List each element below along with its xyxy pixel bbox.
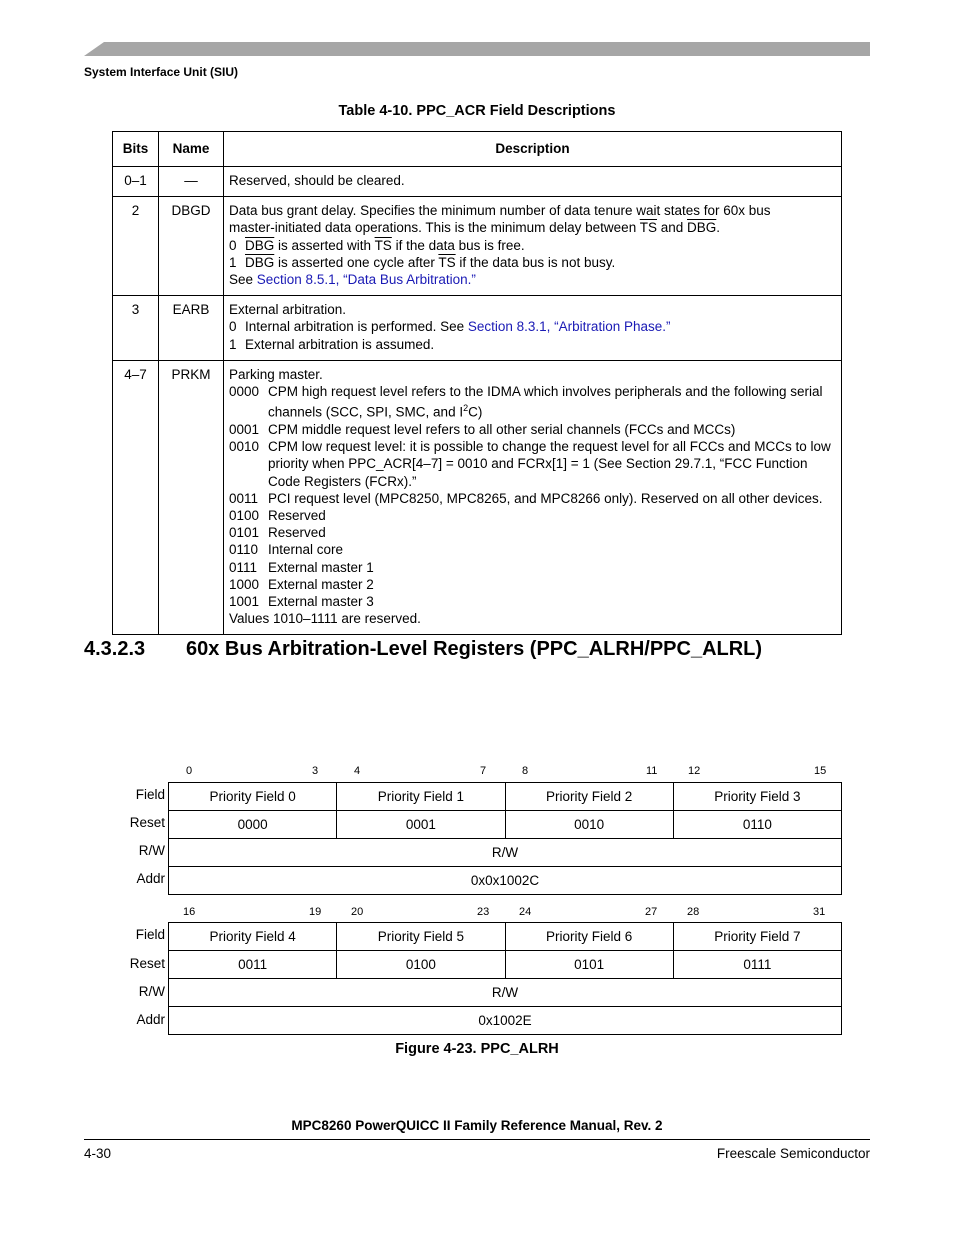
bit-number: 28 <box>687 906 700 918</box>
row-bits: 4–7 <box>113 360 159 635</box>
bit-number: 23 <box>477 906 490 918</box>
header-bar <box>84 42 870 56</box>
register-table-upper <box>168 782 842 895</box>
row-bits: 0–1 <box>113 167 159 197</box>
row-bits: 2 <box>113 197 159 296</box>
row-name: PRKM <box>159 360 224 635</box>
row-description: Data bus grant delay. Specifies the minimum number of data tenure wait states for 60x bus master-initiated data operations. This is the minimum delay between $\overline{TS}$ and $\overline{DBG}$. 0 $\overline{DBG}$ is asserted with $\overline{TS}$ if the data bus is free. 1 $\overline{DBG}$ is asserted one cycle after $\overline{TS}$ if the data bus is not busy. See Section 8.5.1, “Data Bus Arbitration.” <box>224 197 842 296</box>
section-link[interactable]: Section 8.3.1, “Arbitration Phase.” <box>467 319 671 335</box>
row-label-reset: Reset <box>129 815 165 830</box>
figure-caption: Figure 4-23. PPC_ALRH <box>395 1041 559 1057</box>
option-row: 0 $\overline{DBG}$ is asserted with $\overline{TS}$ if the data bus is free. <box>229 237 525 253</box>
section-heading <box>84 638 762 661</box>
rw-value: R/W <box>169 839 842 867</box>
register-field: Priority Field 6 <box>505 923 673 951</box>
bit-number: 12 <box>688 765 701 777</box>
reset-value: 0001 <box>337 811 505 839</box>
option-row: 0101 Reserved <box>229 525 326 541</box>
option-row: 1000 External master 2 <box>229 576 374 592</box>
bit-number: 19 <box>309 906 322 918</box>
reset-value: 0010 <box>505 811 673 839</box>
bit-number: 8 <box>522 765 529 777</box>
bit-number: 4 <box>354 765 361 777</box>
option-row: 0100 Reserved <box>229 507 326 523</box>
bit-number: 24 <box>519 906 532 918</box>
footer-title: MPC8260 PowerQUICC II Family Reference Manual, Rev. 2 <box>291 1118 663 1133</box>
table-row <box>113 360 842 635</box>
row-description: External arbitration. 0 Internal arbitration is performed. See Section 8.3.1, “Arbitration Phase.” 1 External arbitration is assumed. <box>224 296 842 361</box>
reset-value: 0100 <box>337 951 505 979</box>
row-name: DBGD <box>159 197 224 296</box>
register-field: Priority Field 1 <box>337 783 505 811</box>
row-name: EARB <box>159 296 224 361</box>
row-label-addr: Addr <box>136 871 165 886</box>
table-title: Table 4-10. PPC_ACR Field Descriptions <box>338 103 616 119</box>
row-label-field: Field <box>135 787 165 802</box>
company-name: Freescale Semiconductor <box>716 1146 870 1161</box>
register-field: Priority Field 4 <box>169 923 337 951</box>
table-row <box>113 167 842 197</box>
header-description: Description <box>224 132 842 167</box>
option-row: 0110 Internal core <box>229 542 344 558</box>
reset-value: 0000 <box>169 811 337 839</box>
option-row: 1 $\overline{DBG}$ is asserted one cycle after $\overline{TS}$ if the data bus is not busy. <box>229 254 616 270</box>
row-bits: 3 <box>113 296 159 361</box>
bit-number: 15 <box>814 765 827 777</box>
table-header-row <box>113 132 842 167</box>
option-row: 0011 PCI request level (MPC8250, MPC8265, and MPC8266 only). Reserved on all other devices. <box>229 490 823 506</box>
register-table-lower <box>168 922 842 1035</box>
option-row: 1 External arbitration is assumed. <box>229 336 435 352</box>
rw-value: R/W <box>169 979 842 1007</box>
bit-number: 20 <box>351 906 364 918</box>
bit-number: 0 <box>186 765 193 777</box>
reset-value: 0111 <box>673 951 841 979</box>
reset-value: 0011 <box>169 951 337 979</box>
register-field: Priority Field 2 <box>505 783 673 811</box>
register-field: Priority Field 3 <box>673 783 841 811</box>
row-label-rw: R/W <box>138 843 165 858</box>
footer-rule <box>84 1139 870 1140</box>
row-label-addr: Addr <box>136 1012 165 1027</box>
option-row: 0 Internal arbitration is performed. See Section 8.3.1, “Arbitration Phase.” <box>229 319 671 335</box>
addr-value: 0x1002E <box>169 1007 842 1035</box>
row-description: Reserved, should be cleared. <box>224 167 842 197</box>
option-row: 0111 External master 1 <box>229 559 374 575</box>
bit-number: 11 <box>646 765 658 777</box>
row-name: — <box>159 167 224 197</box>
addr-value: 0x0x1002C <box>169 867 842 895</box>
bit-number: 27 <box>645 906 658 918</box>
row-description: Parking master. 0000 CPM high request level refers to the IDMA which involves peripherals and the following serial channels (SCC, SPI, SMC, and $I^2C$) 0001 CPM middle request level refers to all other serial channels (FCCs and MCCs) 0010 CPM low request level: it is possible to change the request level for all FCCs and MCCs to low priority when PPC_ACR[4–7] = 0010 and FCRx[1] = 1 (See Section 29.7.1, “FCC Function Code Registers (FCRx).” 0011 PCI request level (MPC8250, MPC8265, and MPC8266 only). Reserved on all other devices. 0100 Reserved 0101 Reserved 0110 Internal core 0111 External master 1 1000 External master 2 1001 External master 3 Values 1010–1111 are reserved. <box>224 360 842 635</box>
option-row: 1001 External master 3 <box>229 593 374 609</box>
option-row: 0000 CPM high request level refers to the IDMA which involves peripherals and the following serial channels (SCC, SPI, SMC, and $I^2C$) <box>229 384 823 420</box>
section-link[interactable]: Section 8.5.1, “Data Bus Arbitration.” <box>256 272 476 288</box>
register-field: Priority Field 5 <box>337 923 505 951</box>
field-description-table <box>112 131 842 635</box>
header-name: Name <box>159 132 224 167</box>
bit-number: 31 <box>813 906 826 918</box>
section-title: 60x Bus Arbitration-Level Registers (PPC_ALRH/PPC_ALRL) <box>186 638 763 660</box>
running-header: System Interface Unit (SIU) <box>84 65 239 79</box>
table-row <box>113 197 842 296</box>
row-label-rw: R/W <box>138 984 165 999</box>
header-bits: Bits <box>113 132 159 167</box>
bit-number: 3 <box>312 765 319 777</box>
row-label-reset: Reset <box>129 956 165 971</box>
bit-number: 7 <box>480 765 487 777</box>
bit-number: 16 <box>183 906 196 918</box>
page-number: 4-30 <box>84 1146 112 1161</box>
option-row: 0001 CPM middle request level refers to all other serial channels (FCCs and MCCs) <box>229 421 736 437</box>
section-number: 4.3.2.3 <box>84 638 146 660</box>
option-row: 0010 CPM low request level: it is possible to change the request level for all FCCs and MCCs to low priority when PPC_ACR[4–7] = 0010 and FCRx[1] = 1 (See Section 29.7.1, “FCC Function Code Registers (FCRx).” <box>229 439 831 489</box>
row-label-field: Field <box>135 927 165 942</box>
register-field: Priority Field 0 <box>169 783 337 811</box>
register-field: Priority Field 7 <box>673 923 841 951</box>
table-row <box>113 296 842 361</box>
reset-value: 0101 <box>505 951 673 979</box>
reset-value: 0110 <box>673 811 841 839</box>
